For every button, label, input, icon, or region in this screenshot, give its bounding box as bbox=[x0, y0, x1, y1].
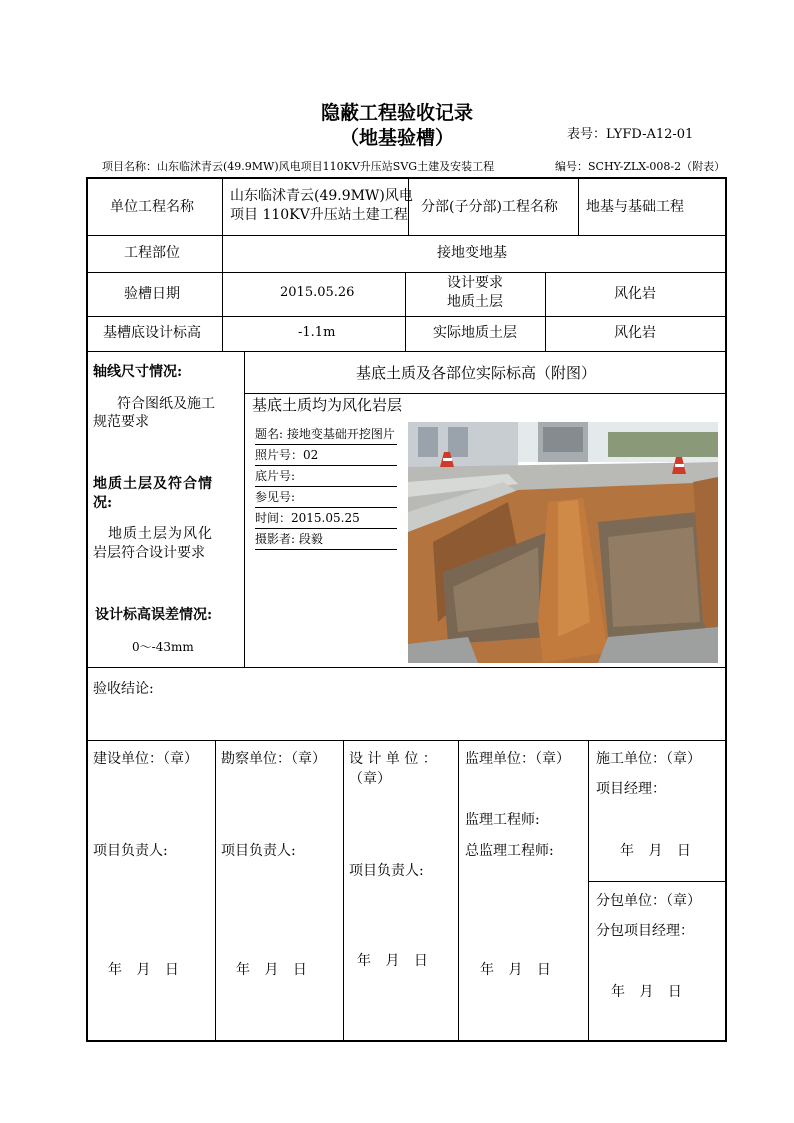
form-number: 表号：LYFD-A12-01 bbox=[567, 127, 694, 142]
actual-soil-label: 实际地质土层 bbox=[433, 325, 517, 341]
excavation-photo bbox=[408, 422, 718, 663]
reference-number: 参见号: bbox=[255, 490, 296, 504]
supervision-engineer-label: 监理工程师: bbox=[465, 812, 540, 828]
foundation-heading: 基底土质及各部位实际标高（附图） bbox=[356, 364, 597, 382]
actual-soil-value: 风化岩 bbox=[614, 325, 656, 341]
axis-dimension-title: 轴线尺寸情况: bbox=[93, 364, 183, 380]
geology-title-line2: 况: bbox=[93, 495, 113, 511]
subproject-value: 地基与基础工程 bbox=[586, 199, 684, 215]
chief-supervisor-label: 总监理工程师: bbox=[465, 843, 554, 859]
unit-project-value-line2: 项目 110KV升压站土建工程 bbox=[230, 207, 408, 223]
project-manager-label: 项目经理： bbox=[596, 781, 666, 797]
geology-title-line1: 地质土层及符合情 bbox=[93, 476, 213, 492]
axis-dimension-text-line1: 符合图纸及施工 bbox=[117, 396, 215, 412]
negative-number: 底片号: bbox=[255, 469, 296, 483]
elevation-error-title: 设计标高误差情况: bbox=[95, 607, 213, 623]
subcontractor-date: 年 月 日 bbox=[611, 984, 682, 1000]
construction-unit-label: 施工单位：（章） bbox=[596, 751, 701, 767]
conclusion-label: 验收结论: bbox=[93, 681, 154, 697]
serial-number: 编号：SCHY-ZLX-008-2（附表） bbox=[555, 160, 726, 173]
construction-date: 年 月 日 bbox=[620, 843, 691, 859]
elevation-error-value: 0～-43mm bbox=[132, 640, 194, 654]
unit-project-value-line1: 山东临沭青云(49.9MW)风电 bbox=[230, 188, 413, 204]
photo-time: 时间：2015.05.25 bbox=[255, 511, 360, 525]
geology-text-line2: 岩层符合设计要求 bbox=[93, 545, 205, 561]
design-person-label: 项目负责人: bbox=[349, 863, 424, 879]
inspection-date-label: 验槽日期 bbox=[124, 286, 180, 302]
design-elevation-label: 基槽底设计标高 bbox=[103, 325, 201, 341]
build-person-label: 项目负责人: bbox=[93, 843, 168, 859]
build-unit-label: 建设单位：（章） bbox=[93, 751, 198, 767]
project-part-label: 工程部位 bbox=[124, 245, 180, 261]
subproject-label: 分部(子分部)工程名称 bbox=[421, 199, 558, 215]
design-soil-value: 风化岩 bbox=[614, 286, 656, 302]
design-requirement-line1: 设计要求 bbox=[447, 275, 503, 291]
document-title: 隐蔽工程验收记录 bbox=[320, 102, 473, 124]
survey-person-label: 项目负责人: bbox=[221, 843, 296, 859]
design-requirement-line2: 地质土层 bbox=[447, 294, 503, 310]
inspection-date-value: 2015.05.26 bbox=[280, 285, 355, 300]
supervision-date: 年 月 日 bbox=[480, 962, 551, 978]
subcontractor-unit-label: 分包单位：（章） bbox=[596, 893, 701, 909]
survey-unit-label: 勘察单位：（章） bbox=[221, 751, 326, 767]
design-unit-label-line2: （章） bbox=[349, 771, 391, 787]
axis-dimension-text-line2: 规范要求 bbox=[93, 414, 149, 430]
build-date: 年 月 日 bbox=[108, 962, 179, 978]
survey-date: 年 月 日 bbox=[236, 962, 307, 978]
photo-title: 题名: 接地变基础开挖图片 bbox=[255, 427, 395, 441]
photographer: 摄影者: 段毅 bbox=[255, 532, 323, 546]
design-elevation-value: -1.1m bbox=[298, 325, 336, 340]
photo-number: 照片号：02 bbox=[255, 448, 319, 462]
subcontractor-manager-label: 分包项目经理： bbox=[596, 923, 694, 939]
project-part-value: 接地变地基 bbox=[437, 245, 507, 261]
foundation-note: 基底土质均为风化岩层 bbox=[252, 396, 403, 414]
document-subtitle: （地基验槽） bbox=[339, 127, 454, 149]
project-name: 项目名称：山东临沭青云(49.9MW)风电项目110KV升压站SVG土建及安装工程 bbox=[102, 160, 495, 173]
design-date: 年 月 日 bbox=[357, 953, 428, 969]
unit-project-label: 单位工程名称 bbox=[110, 199, 194, 215]
supervision-unit-label: 监理单位：（章） bbox=[465, 751, 570, 767]
geology-text-line1: 地质土层为风化 bbox=[108, 526, 213, 542]
design-unit-label-line1: 设 计 单 位 ： bbox=[349, 751, 437, 767]
